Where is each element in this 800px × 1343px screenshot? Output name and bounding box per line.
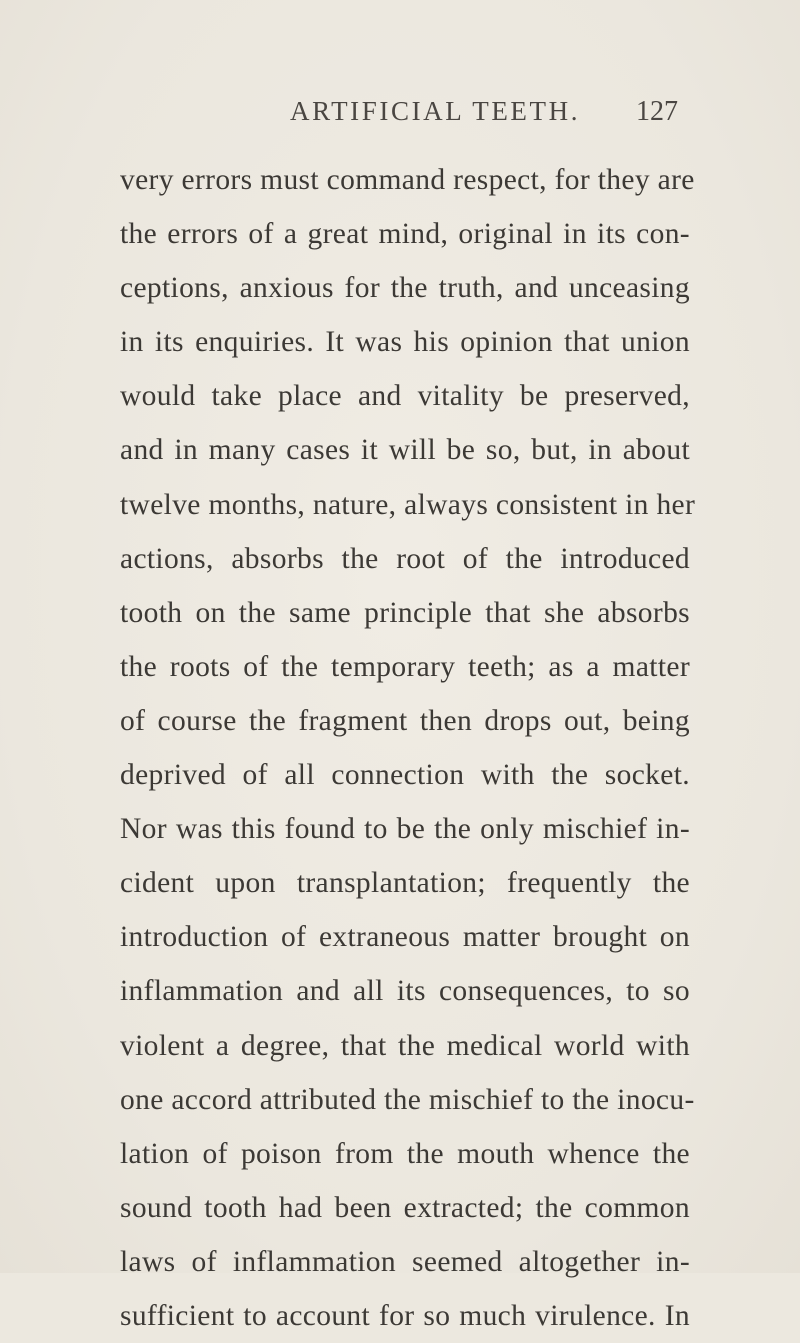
running-head	[0, 96, 800, 136]
text-line: the errors of a great mind, original in its con-	[120, 218, 690, 251]
text-line: sufficient to account for so much virulence. In	[120, 1299, 690, 1332]
text-line: cident upon transplantation; frequently the	[120, 867, 690, 900]
text-line: the roots of the temporary teeth; as a matter	[120, 650, 690, 683]
text-line: inflammation and all its consequences, to so	[120, 975, 690, 1008]
text-line: in its enquiries. It was his opinion that union	[120, 326, 690, 359]
text-line: introduction of extraneous matter brought on	[120, 921, 690, 954]
text-line: and in many cases it will be so, but, in about	[120, 434, 690, 467]
body-text	[120, 153, 696, 1343]
text-line: of course the fragment then drops out, being	[120, 704, 690, 737]
text-line: sound tooth had been extracted; the common	[120, 1191, 690, 1224]
text-line: deprived of all connection with the socket.	[120, 759, 690, 792]
running-title: ARTIFICIAL TEETH.	[290, 96, 581, 126]
text-line: would take place and vitality be preserved,	[120, 380, 690, 413]
page-number: 127	[636, 96, 678, 127]
text-line: ceptions, anxious for the truth, and unceasing	[120, 272, 690, 305]
text-line: actions, absorbs the root of the introduced	[120, 542, 690, 575]
text-line: laws of inflammation seemed altogether in-	[120, 1245, 690, 1278]
text-line: tooth on the same principle that she absorbs	[120, 596, 690, 629]
text-line: twelve months, nature, always consistent in her	[120, 488, 696, 521]
text-line: lation of poison from the mouth whence the	[120, 1137, 690, 1170]
text-line: one accord attributed the mischief to the inocu-	[120, 1083, 695, 1116]
text-line: violent a degree, that the medical world with	[120, 1029, 690, 1062]
text-line: Nor was this found to be the only mischief in-	[120, 813, 690, 846]
text-line: very errors must command respect, for they are	[120, 164, 695, 196]
